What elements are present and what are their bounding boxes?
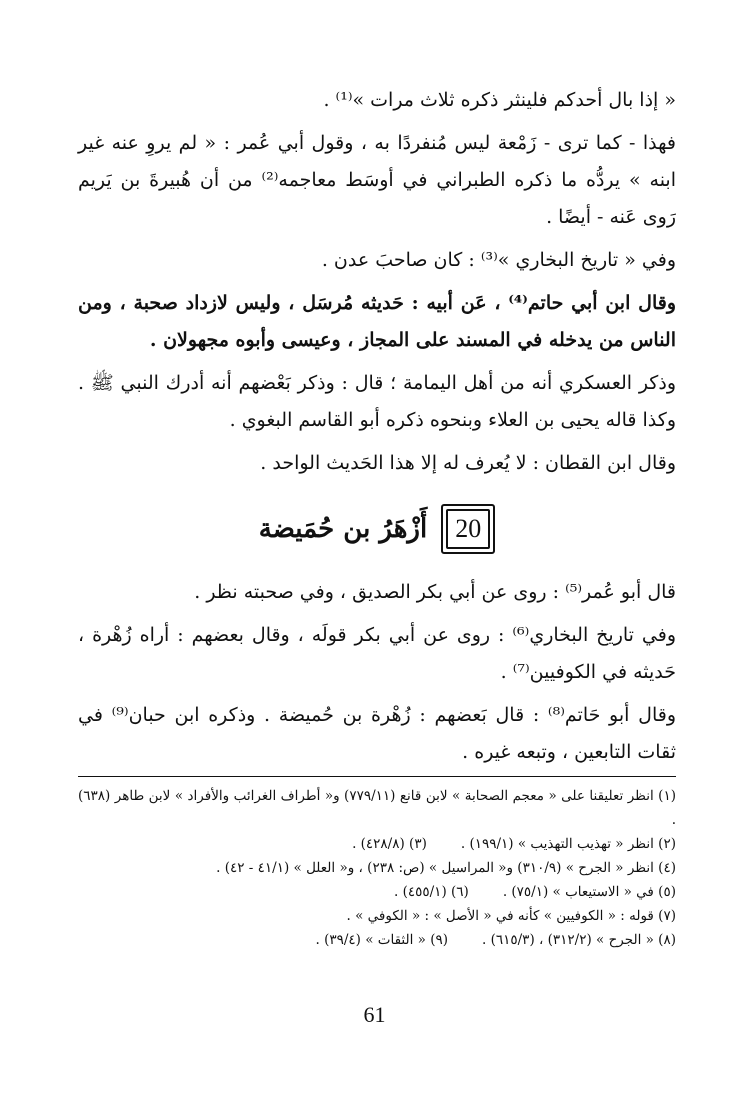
footnote-7: (٧) قوله : « الكوفيين » كأنه في « الأصل » : « الكوفي » . xyxy=(346,908,676,924)
paragraph-askari: وذكر العسكري أنه من أهل اليمامة ؛ قال : وذكر بَعْضهم أنه أدرك النبي ﷺ . وكذا قاله يحيى بن العلاء وبنحوه ذكره أبو القاسم البغوي . xyxy=(78,372,676,431)
entry-name: أَزْهَرُ بن حُمَيضة xyxy=(258,514,428,544)
footnote-8: (٨) « الجرح » (٣١٢/٢) ، (٦١٥/٣) . xyxy=(482,932,676,948)
footnote-2: (٢) انظر « تهذيب التهذيب » (١٩٩/١) . xyxy=(460,836,676,852)
paragraph-bukhari-tarikh: وفي تاريخ البخاري⁽⁶⁾ : روى عن أبي بكر قولَه ، وقال بعضهم : أراه زُهْرة ، حَديثه في الكوفيين⁽⁷⁾ . xyxy=(78,624,677,683)
paragraph-ibn-abi-hatim: وقال ابن أبي حاتم⁽⁴⁾ ، عَن أبيه : حَديثه مُرسَل ، وليس لازداد صحبة ، ومن الناس من يدخله في المسند على المجاز ، وعيسى وأبوه مجهولان . xyxy=(78,292,676,351)
footnote-3: (٣) (٤٢٨/٨) . xyxy=(352,836,427,852)
footnote-6: (٦) (٤٥٥/١) . xyxy=(394,884,469,900)
footnote-row-8-9 xyxy=(78,928,676,952)
footnote-row-5-6 xyxy=(78,880,676,904)
footnotes xyxy=(78,784,676,952)
footnote-row-4 xyxy=(78,856,676,880)
footnote-1: (١) انظر تعليقنا على « معجم الصحابة » لابن قانع (٧٧٩/١١) و« أطراف الغرائب والأفراد » لابن طاهر (٦٣٨) . xyxy=(78,788,676,828)
footnote-5: (٥) في « الاستيعاب » (٧٥/١) . xyxy=(502,884,676,900)
paragraph-hadith-quote: « إذا بال أحدكم فلينثر ذكره ثلاث مرات »⁽¹⁾ . xyxy=(323,89,676,111)
paragraph-bukhari-history: وفي « تاريخ البخاري »⁽³⁾ : كان صاحبَ عدن . xyxy=(321,249,676,271)
footnote-9: (٩) « الثقات » (٣٩/٤) . xyxy=(315,932,449,948)
paragraph-abu-hatim: وقال أبو حَاتم⁽⁸⁾ : قال بَعضهم : زُهْرة بن حُميضة . وذكره ابن حبان⁽⁹⁾ في ثقات التابعين ، وتبعه غيره . xyxy=(78,704,676,763)
entry-number-badge xyxy=(441,504,495,554)
paragraph-zamah-note: فهذا - كما ترى - زَمْعة ليس مُنفردًا به ، وقول أبي عُمر : « لم يروِ عنه غير ابنه » يردُّه ما ذكره الطبراني في أوسَط معاجمه⁽²⁾ من أن هُبيرةَ بن يَريم رَوى عَنه - أيضًا . xyxy=(78,132,676,228)
page-number: 61 xyxy=(363,1002,386,1027)
paragraph-abu-umar: قال أبو عُمر⁽⁵⁾ : روى عن أبي بكر الصديق ، وفي صحبته نظر . xyxy=(194,581,676,603)
entry-heading xyxy=(78,504,676,554)
entry-number: 20 xyxy=(446,509,490,549)
page-body xyxy=(78,82,676,777)
footnote-4: (٤) انظر « الجرح » (٣١٠/٩) و« المراسيل » (ص: ٢٣٨) ، و« العلل » (٤١/١ - ٤٢) . xyxy=(216,860,676,876)
footnote-divider xyxy=(78,776,676,777)
paragraph-ibn-qattan: وقال ابن القطان : لا يُعرف له إلا هذا الحَديث الواحد . xyxy=(260,452,676,474)
footnote-row-2-3 xyxy=(78,832,676,856)
footnote-row-7 xyxy=(78,904,676,928)
